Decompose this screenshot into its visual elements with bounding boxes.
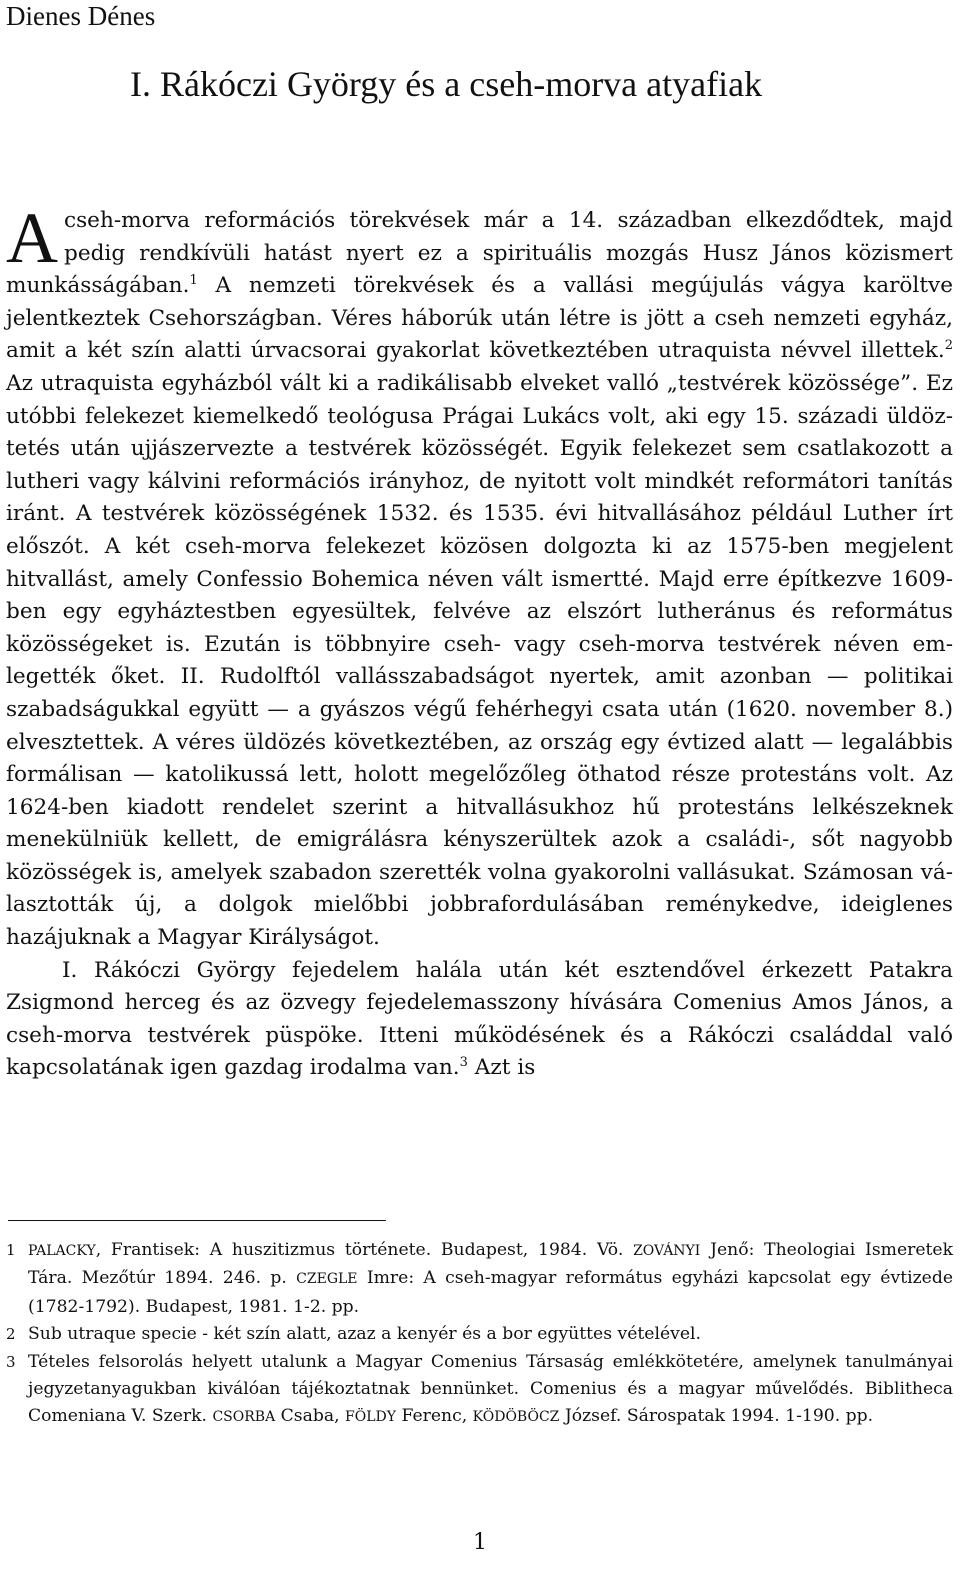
page-number: 1	[473, 1530, 487, 1555]
footnote-1-number: 1	[6, 1241, 16, 1259]
drop-cap: A	[6, 198, 58, 278]
footnote-3-number: 3	[6, 1352, 16, 1371]
footnote-2-number: 2	[6, 1325, 16, 1344]
chapter-title: I. Rákóczi György és a cseh-morva atyafiak	[130, 64, 763, 104]
footnote-1-text-c: Imre: A cseh-magyar református egyházi kapcsolat egy évtizede (1782-1792). Budapest, 1981. 1-2. pp.	[28, 1268, 953, 1317]
footnote-1-text-a: , Frantisek: A huszitizmus története. Budapest, 1984. Vö.	[95, 1240, 634, 1260]
author-foldy: FÖLDY	[345, 1409, 397, 1426]
footnote-ref-1[interactable]: 1	[189, 273, 198, 289]
footnote-divider	[8, 1220, 386, 1221]
paragraph-1-part-b: A nemzeti törekvések és a vallási megújulás vágya karöltve jelentkeztek Csehországban. Véres háborúk után létre is jött a cseh nemzeti egyház, amit a két szín alatti úrvacsorai gyakorlat következtében utraquista névvel illettek.	[6, 273, 953, 364]
footnote-1	[6, 1237, 953, 1321]
footnote-3-text-d: József. Sárospatak 1994. 1-190. pp.	[559, 1406, 874, 1427]
paragraph-2-part-b: Azt is	[467, 1055, 536, 1081]
footnote-3-text-a: Tételes felsorolás helyett utalunk a Magyar Comenius Társaság emlékkötetére, amelynek tanulmányai jegyzetanyagukban kiválóan tájékoztatnak bennünket. Comenius és a magyar művelődés. Biblitheca Comeniana V. Szerk.	[28, 1351, 953, 1427]
footnote-ref-2[interactable]: 2	[944, 338, 953, 354]
footnote-3-text-b: Csaba,	[275, 1406, 346, 1427]
author-czegle: CZEGLE	[296, 1271, 358, 1288]
author-kodoboz: KÖDÖBÖCZ	[472, 1409, 560, 1426]
footnotes	[6, 1237, 953, 1432]
paragraph-2-part-a: I. Rákóczi György fejedelem halála után két esztendővel érkezett Patakra Zsigmond herceg és az özvegy fejedelemasszony hívására Comenius Amos János, a cseh-morva testvérek püspöke. Itteni működésének és a Rákóczi családdal való kapcsolatának igen gazdag irodalma van.	[6, 957, 953, 1081]
paragraph-1	[6, 198, 953, 955]
footnote-ref-3[interactable]: 3	[459, 1055, 468, 1071]
paragraph-1-part-c: Az utraquista egyházból vált ki a radikálisabb elveket valló „testvérek közössége”. Ez utóbbi felekezet kiemelkedő teológusa Prágai Lukács volt, aki egy 15. századi üldöztetés után ujjászervezte a testvérek közösségét. Egyik felekezet sem csatlakozott a lutheri vagy kálvini reformációs irányhoz, de nyitott volt mindkét reformátori tanítás iránt. A testvérek közösségének 1532. és 1535. évi hitvallásához például Luther írt előszót. A két cseh-morva felekezet közösen dolgozta ki az 1575-ben megjelent hitvallást, amely Confessio Bohemica néven vált ismertté. Majd erre építkezve 1609-ben egy egyháztestben egyesültek, felvéve az elszórt lutheránus és református közösségeket is. Ezután is többnyire cseh- vagy cseh-morva testvérek néven emlegették őket. II. Rudolftól vallásszabadságot nyertek, amit azonban — politikai szabadságukkal együtt — a gyászos végű fehérhegyi csata után (1620. november 8.) elvesztettek. A véres üldözés következtében, az ország egy évtized alatt — legalábbis formálisan — katolikussá lett, holott megelőzőleg öthatod része protestáns volt. Az 1624-ben kiadott rendelet szerint a hitvallásukhoz hű protestáns lelkészeknek menekülniük kellett, de emigrálásra kényszerültek azok a családi-, sőt nagyobb közösségek is, amelyek szabadon szerették volna gyakorolni vallásukat. Számosan választották új, a dolgok mielőbbi jobbrafordulásában reménykedve, ideiglenes hazájuknak a Magyar Királyságot.	[6, 370, 953, 951]
author-zovanyi: ZOVÁNYI	[633, 1243, 701, 1259]
footnote-1-text-b: Jenő: Theologiai Ismeretek Tára. Mezőtúr 1894. 246. p.	[28, 1240, 953, 1289]
paragraph-1-part-a: cseh-morva reformációs törekvések már a 14. században elkezdődtek, majd pedig rendkívüli hatást nyert ez a spirituális mozgás Husz János közismert munkásságában.	[6, 208, 953, 299]
footnote-3-text-c: Ferenc,	[396, 1406, 473, 1427]
main-text	[6, 198, 953, 1085]
footnote-3	[6, 1349, 953, 1432]
author-name: Dienes Dénes	[6, 1, 156, 31]
footnote-2	[6, 1321, 953, 1348]
footnote-2-text: Sub utraque specie - két szín alatt, azaz a kenyér és a bor együttes vételével.	[28, 1324, 701, 1345]
paragraph-2	[6, 955, 953, 1085]
author-palacky: PALACKY	[28, 1243, 96, 1259]
author-csorba: CSORBA	[212, 1409, 276, 1426]
